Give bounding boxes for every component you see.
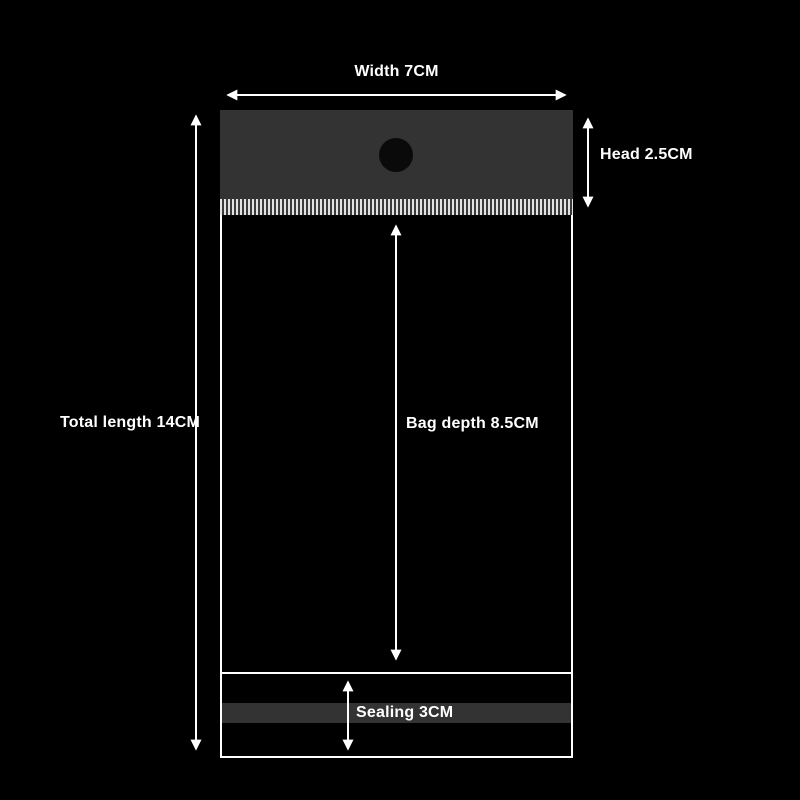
bag-depth-dimension-label: Bag depth 8.5CM [406,415,539,432]
seal-section-divider [220,672,573,674]
total-length-dimension-label: Total length 14CM [60,414,200,431]
hang-hole [379,138,413,172]
sealing-dimension-label: Sealing 3CM [356,704,454,721]
width-dimension-label: Width 7CM [354,63,439,80]
perforation-strip [220,199,573,215]
bag-body-outline [220,215,573,758]
head-dimension-label: Head 2.5CM [600,146,693,163]
